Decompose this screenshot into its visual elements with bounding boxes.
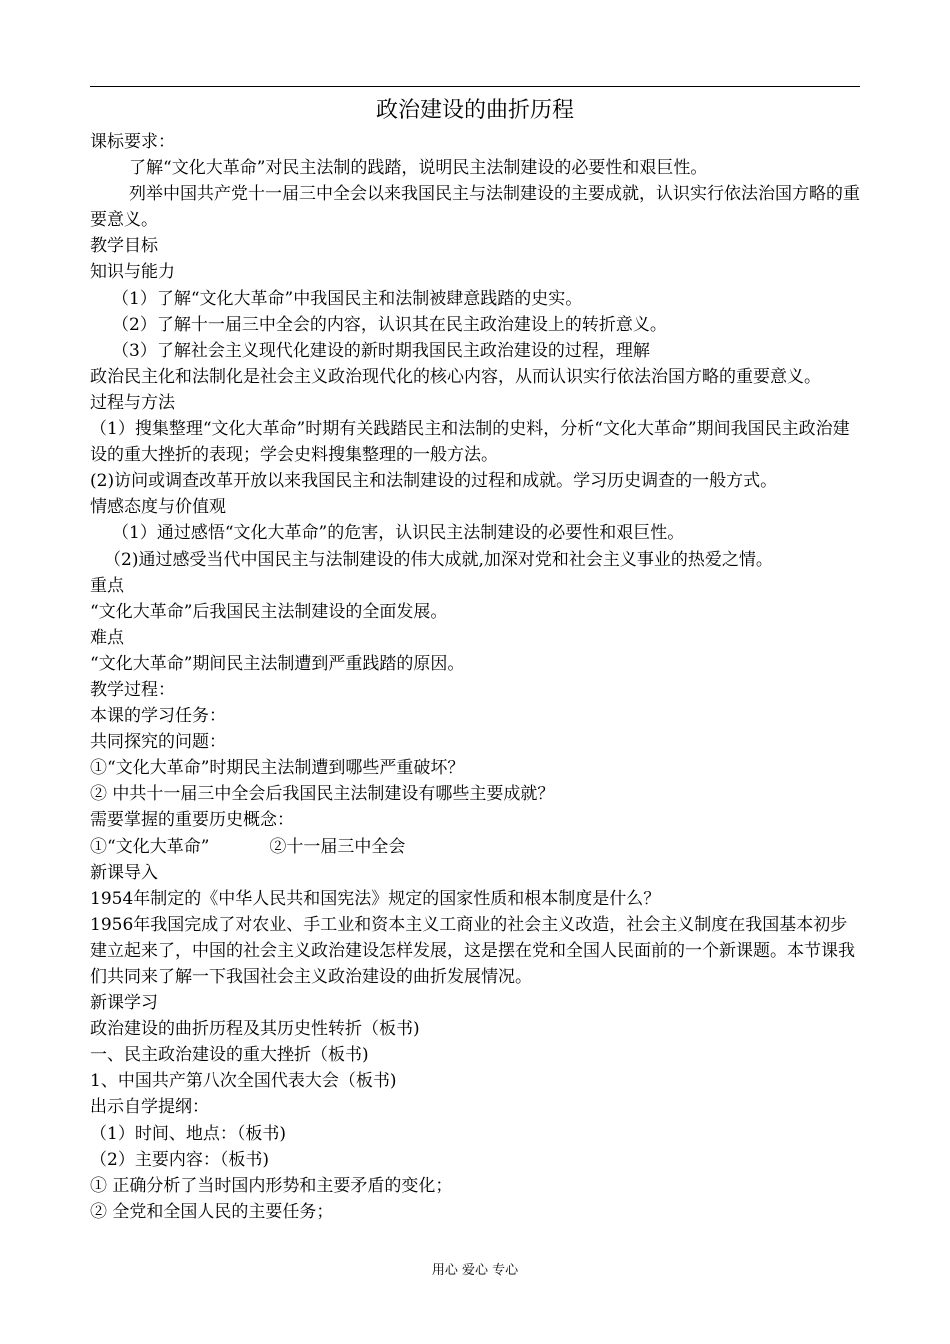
paragraph: 政治民主化和法制化是社会主义政治现代化的核心内容，从而认识实行依法治国方略的重要意义。 — [90, 366, 821, 387]
page-title: 政治建设的曲折历程 — [375, 98, 574, 123]
paragraph: 1、中国共产第八次全国代表大会（板书) — [90, 1071, 397, 1092]
subsection-heading: 情感态度与价值观 — [90, 497, 226, 518]
paragraph: 需要掌握的重要历史概念： — [90, 810, 294, 831]
concept-item: ①“文化大革命” — [90, 836, 210, 857]
paragraph: 出示自学提纲： — [90, 1097, 209, 1118]
section-heading: 新课学习 — [90, 993, 158, 1014]
paragraph: 1954年制定的《中华人民共和国宪法》规定的国家性质和根本制度是什么？ — [90, 888, 661, 909]
paragraph: (2)访问或调查改革开放以来我国民主和法制建设的过程和成就。学习历史调查的一般方式。 — [90, 471, 778, 492]
document-body — [90, 129, 860, 1225]
header-rule — [90, 86, 860, 87]
section-heading: 课标要求： — [90, 132, 175, 152]
paragraph: “文化大革命”期间民主法制遭到严重践踏的原因。 — [90, 653, 465, 674]
section-heading: 新课导入 — [90, 862, 158, 883]
paragraph: 一、民主政治建设的重大挫折（板书) — [90, 1045, 369, 1066]
paragraph: 共同探究的问题： — [90, 732, 226, 753]
list-item: ② 全党和全国人民的主要任务； — [90, 1201, 334, 1222]
section-heading: 教学过程： — [90, 679, 175, 700]
subsection-heading: 过程与方法 — [90, 392, 175, 413]
paragraph: （1）搜集整理“文化大革命”时期有关践踏民主和法制的史料，分析“文化大革命”期间我国民主政治建设的重大挫折的表现；学会史料搜集整理的一般方法。 — [90, 419, 850, 466]
paragraph: 本课的学习任务： — [90, 706, 226, 727]
list-item: （3）了解社会主义现代化建设的新时期我国民主政治建设的过程，理解 — [112, 340, 650, 361]
concept-row — [90, 834, 860, 860]
list-item: ①“文化大革命”时期民主法制遭到哪些严重破坏？ — [90, 758, 465, 779]
list-item: （1）了解“文化大革命”中我国民主和法制被肆意践踏的史实。 — [112, 288, 583, 309]
list-item: （2)通过感受当代中国民主与法制建设的伟大成就,加深对党和社会主义事业的热爱之情。 — [104, 549, 773, 570]
list-item: ① 正确分析了当时国内形势和主要矛盾的变化； — [90, 1175, 453, 1196]
list-item: （1）通过感悟“文化大革命”的危害，认识民主法制建设的必要性和艰巨性。 — [112, 523, 685, 544]
section-heading: 重点 — [90, 575, 124, 596]
list-item: ② 中共十一届三中全会后我国民主法制建设有哪些主要成就？ — [90, 784, 555, 805]
list-item: （1）时间、地点：（板书) — [90, 1123, 286, 1144]
section-heading: 难点 — [90, 627, 124, 648]
section-heading: 教学目标 — [90, 236, 158, 257]
paragraph: 了解“文化大革命”对民主法制的践踏，说明民主法制建设的必要性和艰巨性。 — [129, 158, 708, 179]
subsection-heading: 知识与能力 — [90, 262, 175, 283]
paragraph: 列举中国共产党十一届三中全会以来我国民主与法制建设的主要成就，认识实行依法治国方略的重要意义。 — [90, 184, 860, 231]
paragraph: “文化大革命”后我国民主法制建设的全面发展。 — [90, 601, 448, 622]
concept-item: ②十一届三中全会 — [269, 836, 406, 857]
list-item: （2）了解十一届三中全会的内容，认识其在民主政治建设上的转折意义。 — [112, 314, 667, 335]
page-footer: 用心 爱心 专心 — [431, 1263, 519, 1278]
list-item: （2）主要内容：（板书) — [90, 1149, 269, 1170]
paragraph: 政治建设的曲折历程及其历史性转折（板书) — [90, 1019, 420, 1040]
paragraph: 1956年我国完成了对农业、手工业和资本主义工商业的社会主义改造，社会主义制度在我国基本初步建立起来了，中国的社会主义政治建设怎样发展，这是摆在党和全国人民面前的一个新课题。本节课我们共同来了解一下我国社会主义政治建设的曲折发展情况。 — [90, 914, 855, 987]
